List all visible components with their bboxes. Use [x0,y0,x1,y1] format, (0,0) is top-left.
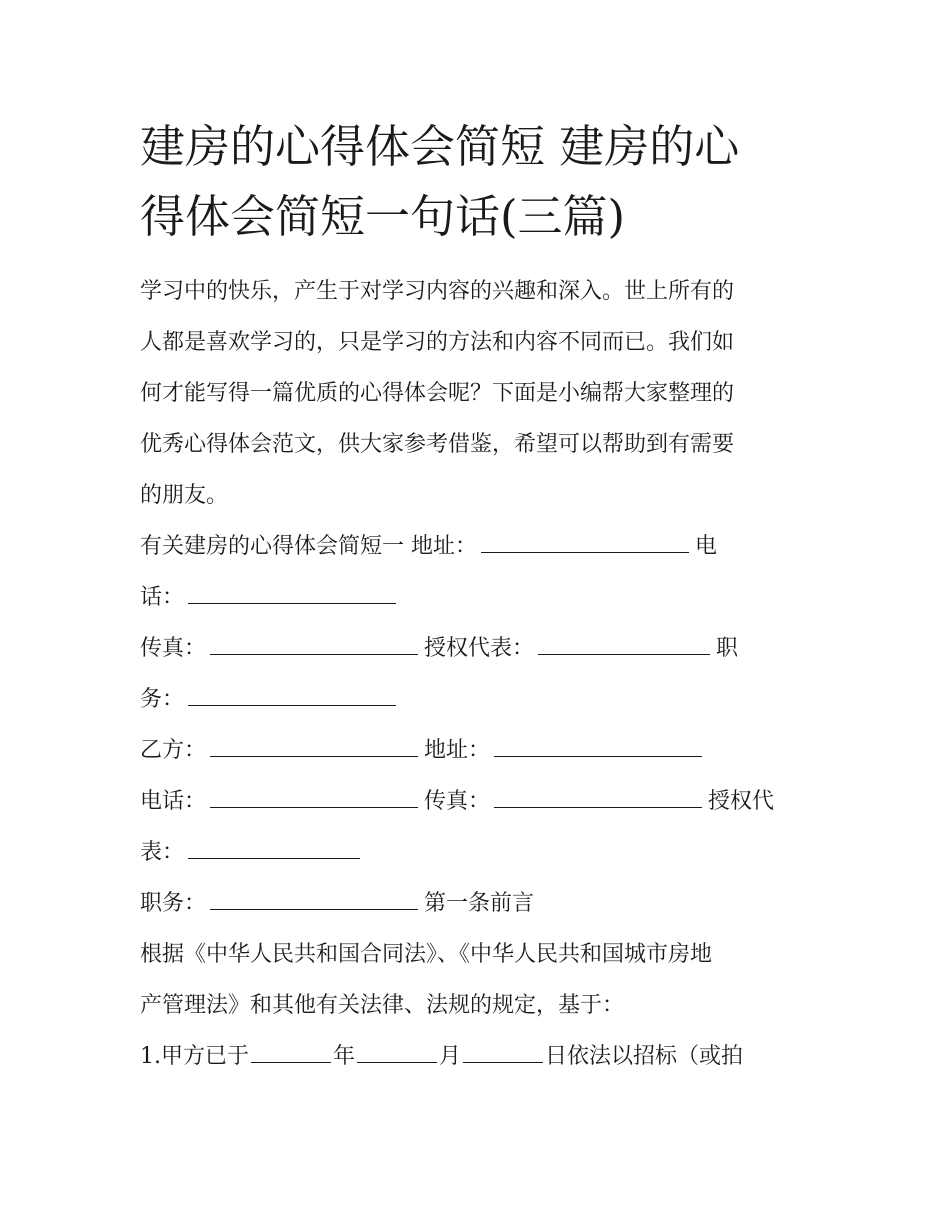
address-label: 地址： [411,534,478,559]
fax-blank[interactable] [210,632,418,655]
duty-b-blank[interactable] [210,887,418,910]
form-line [140,776,820,827]
document-page [140,112,820,1082]
intro-line: 人都是喜欢学习的，只是学习的方法和内容不同而已。我们如 [140,330,735,355]
rep-label: 授权代表： [424,636,535,661]
address-blank[interactable] [481,530,689,553]
fax-label: 传真： [140,636,207,661]
form-heading: 有关建房的心得体会简短一 [140,534,405,559]
duty-blank[interactable] [188,683,396,706]
phone-label-b: 电话： [140,789,207,814]
address-b-blank[interactable] [494,734,702,757]
form-line [140,827,820,878]
form-line [140,623,820,674]
intro-paragraph [140,266,820,521]
month-blank[interactable] [357,1040,437,1063]
form-line [140,521,820,572]
phone-label: 话： [140,585,185,610]
item-1 [140,1031,820,1082]
intro-line: 何才能写得一篇优质的心得体会呢？下面是小编帮大家整理的 [140,381,735,406]
year-label: 年 [333,1044,356,1069]
phone-blank[interactable] [188,581,396,604]
intro-line: 的朋友。 [140,483,229,508]
phone-b-blank[interactable] [210,785,418,808]
basis-paragraph [140,929,820,1031]
fax-label-b: 传真： [424,789,491,814]
duty-label: 务： [140,687,185,712]
party-b-label: 乙方： [140,738,207,763]
basis-line: 根据《中华人民共和国合同法》、《中华人民共和国城市房地 [140,942,713,967]
contract-form [140,521,820,929]
title-line-1: 建房的心得体会简短 建房的心 [140,120,740,173]
duty-label-b: 职务： [140,891,207,916]
fax-b-blank[interactable] [494,785,702,808]
address-label-b: 地址： [424,738,491,763]
intro-line: 优秀心得体会范文，供大家参考借鉴，希望可以帮助到有需要 [140,432,735,457]
duty-label: 职 [716,636,739,661]
document-title [140,112,820,252]
day-blank[interactable] [463,1040,543,1063]
form-line [140,572,820,623]
month-label: 月 [439,1044,462,1069]
title-line-2: 得体会简短一句话(三篇) [140,190,626,243]
party-b-blank[interactable] [210,734,418,757]
form-line [140,674,820,725]
rep-label-b: 授权代 [708,789,775,814]
year-blank[interactable] [251,1040,331,1063]
form-line [140,878,820,929]
rep-blank[interactable] [538,632,710,655]
item-1-prefix: 1.甲方已于 [140,1044,249,1069]
rep-label-b: 表： [140,840,185,865]
intro-line: 学习中的快乐，产生于对学习内容的兴趣和深入。世上所有的 [140,279,735,304]
form-line [140,725,820,776]
rep-b-blank[interactable] [188,836,360,859]
basis-line: 产管理法》和其他有关法律、法规的规定，基于： [140,993,625,1018]
phone-label: 电 [695,534,718,559]
day-text: 日依法以招标（或拍 [545,1044,744,1069]
article-1-heading: 第一条前言 [424,891,535,916]
